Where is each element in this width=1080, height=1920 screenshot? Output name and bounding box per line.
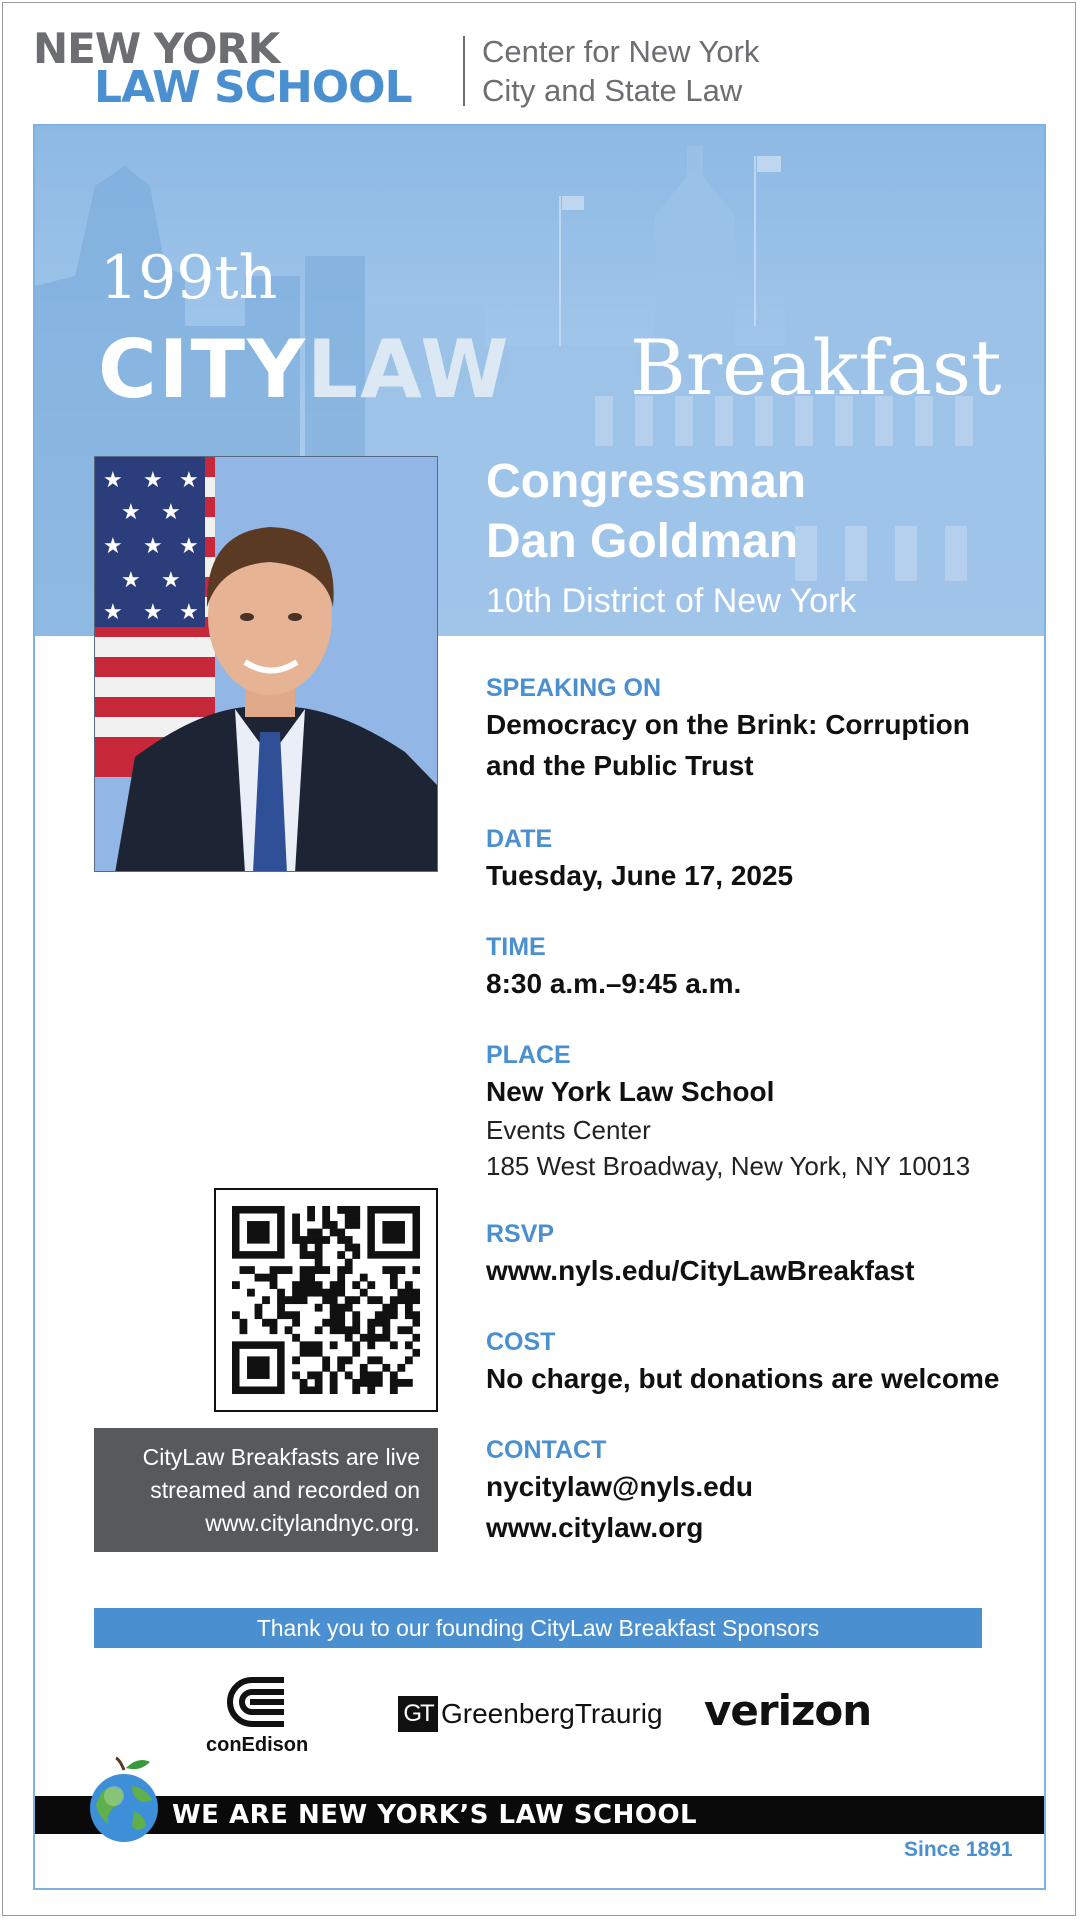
center-name-line1: Center for New York [482,34,760,69]
wordmark-city: CITY [98,323,307,416]
citylaw-wordmark [98,323,511,416]
livestream-link[interactable]: www.citylandnyc.org. [205,1510,420,1536]
svg-text:★: ★ [143,468,163,493]
cost-section [486,1326,1026,1399]
contact-email[interactable]: nycitylaw@nyls.edu [486,1471,753,1502]
conedison-logo-text: conEdison [206,1734,309,1756]
wordmark-law: LAW [306,323,511,416]
contact-label: CONTACT [486,1436,607,1464]
svg-text:★: ★ [143,534,163,559]
sponsor-heading: Thank you to our founding CityLaw Breakfast Sponsors [94,1608,982,1648]
wordmark-breakfast: Breakfast [630,323,1002,412]
livestream-notice [94,1428,438,1552]
center-name [482,32,759,110]
logo-divider [463,36,465,106]
since-year: Since 1891 [904,1838,1013,1861]
speaking-topic-line1: Democracy on the Brink: Corruption [486,709,970,740]
svg-text:★: ★ [143,600,163,625]
speaker-photo [94,456,438,872]
svg-text:★: ★ [121,568,141,593]
svg-text:★: ★ [103,600,123,625]
center-name-line2: City and State Law [482,73,743,108]
livestream-line2: streamed and recorded on [150,1477,420,1503]
greenberg-traurig-logo: GreenbergTraurig [441,1698,663,1729]
contact-website[interactable]: www.citylaw.org [486,1512,704,1543]
verizon-logo: verizon [704,1686,872,1735]
livestream-line1: CityLaw Breakfasts are live [142,1444,420,1470]
rsvp-link[interactable]: www.nyls.edu/CityLawBreakfast [486,1255,915,1286]
speaker-name [486,452,806,572]
speaker-fullname: Dan Goldman [486,515,799,568]
qr-code-graphic [232,1206,420,1394]
cost-value: No charge, but donations are welcome [486,1363,1000,1394]
cost-label: COST [486,1328,556,1356]
speaker-district: 10th District of New York [486,582,857,620]
svg-text:★: ★ [103,534,123,559]
time-label: TIME [486,933,546,961]
date-section [486,823,1026,896]
date-value: Tuesday, June 17, 2025 [486,860,794,891]
rsvp-section [486,1218,1026,1291]
rsvp-qr-code[interactable] [214,1188,438,1412]
place-room: Events Center [486,1115,651,1145]
svg-text:★: ★ [179,468,199,493]
speaker-title: Congressman [486,455,807,508]
logo-law-school: LAW SCHOOL [94,62,412,113]
speaking-topic-line2: and the Public Trust [486,750,754,781]
footer-tagline: WE ARE NEW YORK’S LAW SCHOOL [172,1800,698,1830]
logo-new-york: NEW YORK [33,24,280,73]
speaking-on-label: SPEAKING ON [486,674,662,702]
rsvp-label: RSVP [486,1220,555,1248]
apple-globe-icon [82,1756,166,1844]
contact-section [486,1434,1026,1548]
svg-text:★: ★ [179,534,199,559]
edition-number: 199th [100,243,278,313]
speaking-on-section [486,672,1026,786]
place-label: PLACE [486,1041,571,1069]
svg-text:★: ★ [179,600,199,625]
svg-text:★: ★ [161,500,181,525]
conedison-logo-icon [222,1674,288,1730]
time-value: 8:30 a.m.–9:45 a.m. [486,968,742,999]
svg-text:★: ★ [103,468,123,493]
greenberg-traurig-mark: GT [398,1696,438,1732]
place-section [486,1039,1026,1184]
svg-text:★: ★ [161,568,181,593]
date-label: DATE [486,825,553,853]
svg-text:★: ★ [121,500,141,525]
place-address: 185 West Broadway, New York, NY 10013 [486,1151,971,1181]
place-name: New York Law School [486,1076,775,1107]
time-section [486,931,1026,1004]
